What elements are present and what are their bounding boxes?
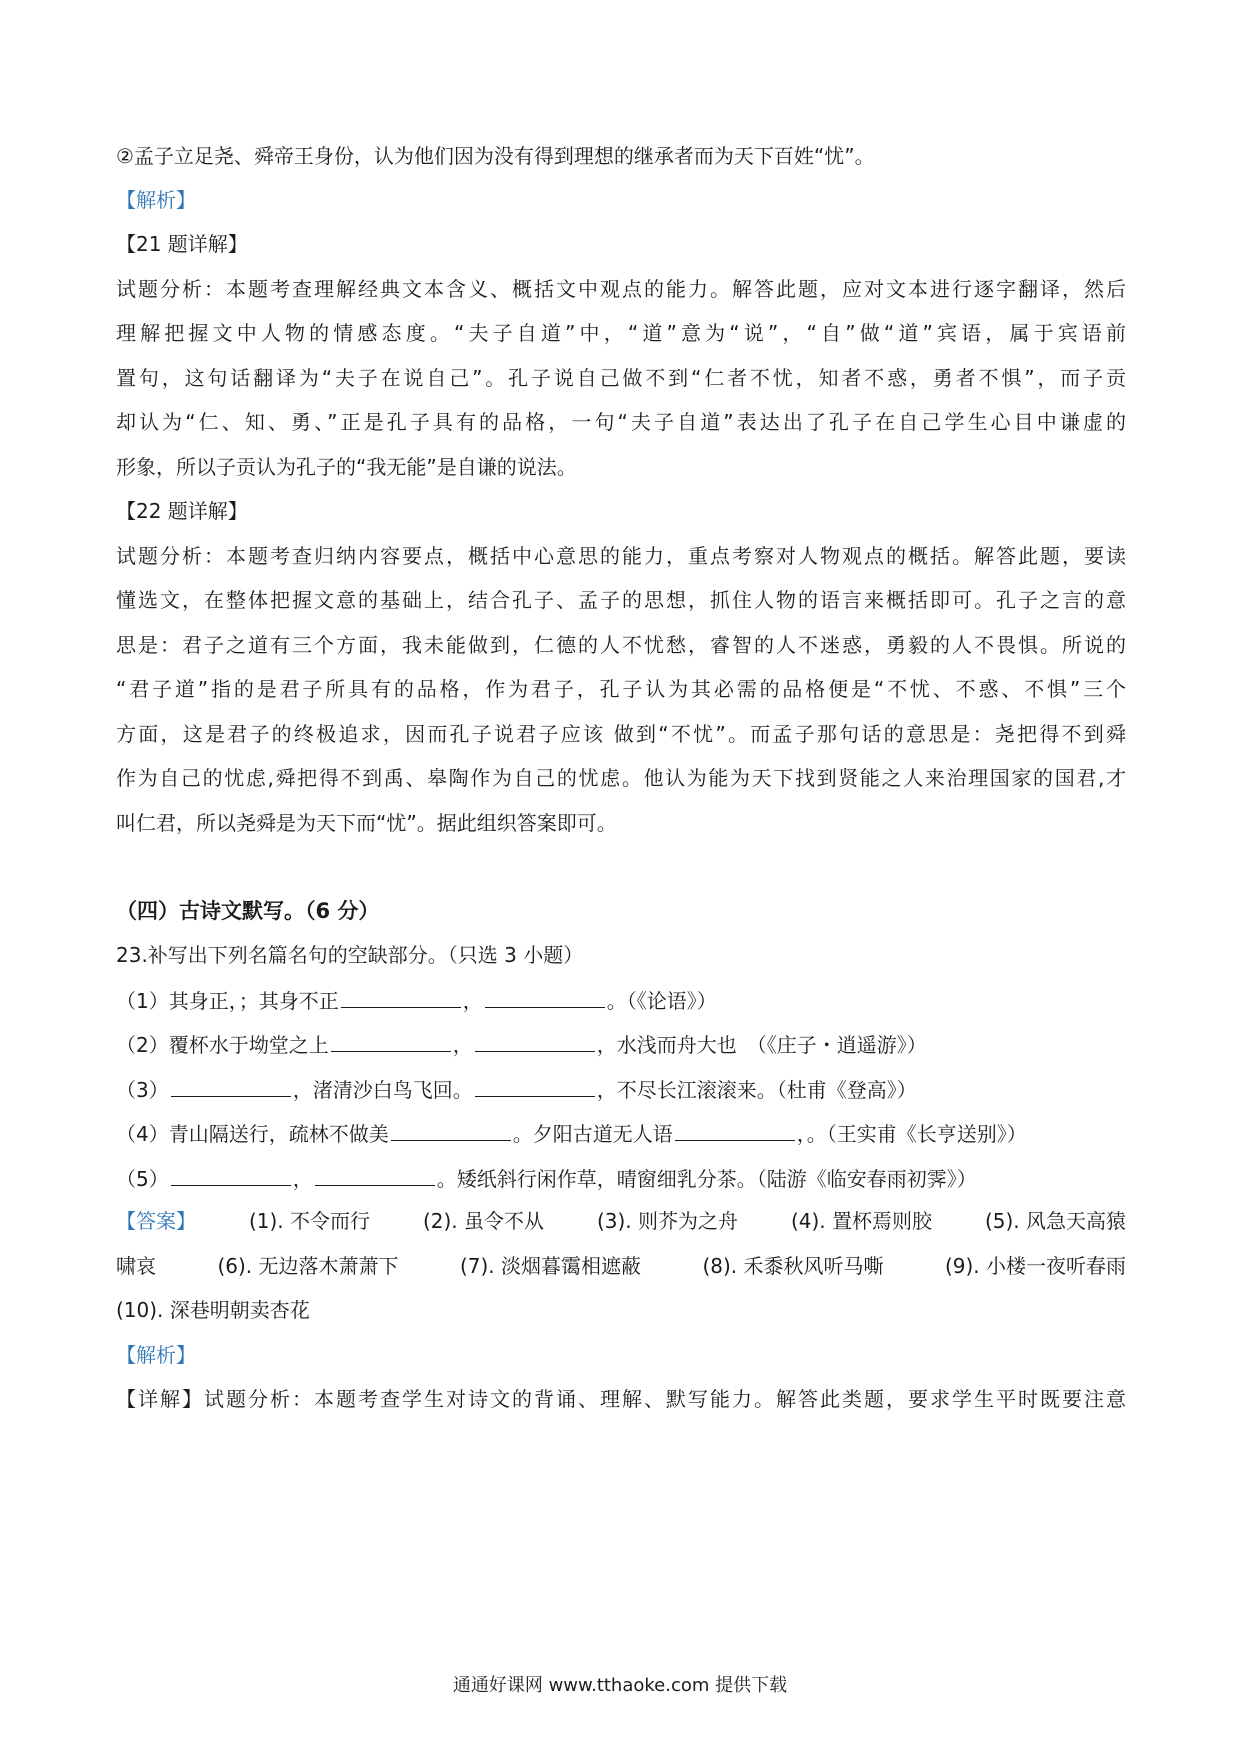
q22-line: “君子道”指的是君子所具有的品格，作为君子，孔子认为其必需的品格便是“不忧、不惑、不惧”三个 bbox=[116, 677, 1126, 701]
answer-blank[interactable] bbox=[391, 1120, 511, 1141]
q23-item-5: （5） ， 。矮纸斜行闲作草，晴窗细乳分茶。（陆游《临安春雨初霁》） bbox=[116, 1167, 977, 1191]
q21-heading: 【21 题详解】 bbox=[116, 232, 248, 256]
answer-item: (2). 虽令不从 bbox=[422, 1209, 544, 1233]
q21-line: 理解把握文中人物的情感态度。“夫子自道”中，“道”意为“说”，“自”做“道”宾语，属于宾语前 bbox=[116, 321, 1126, 345]
answer-blank[interactable] bbox=[475, 1031, 595, 1052]
answer-item: (9). 小楼一夜听春雨 bbox=[944, 1254, 1126, 1278]
answer-item: 啸哀 bbox=[116, 1254, 156, 1278]
answer-blank[interactable] bbox=[171, 1076, 291, 1097]
analysis-label: 【解析】 bbox=[116, 188, 196, 212]
answer-item: (4). 置杯焉则胶 bbox=[790, 1209, 932, 1233]
q20-point-2: ②孟子立足尧、舜帝王身份，认为他们因为没有得到理想的继承者而为天下百姓“忧”。 bbox=[116, 144, 875, 168]
q21-line: 试题分析：本题考查理解经典文本含义、概括文中观点的能力。解答此题，应对文本进行逐字翻译，然后 bbox=[116, 277, 1126, 301]
answer-blank[interactable] bbox=[315, 1165, 435, 1186]
answer-item: (8). 禾黍秋风听马嘶 bbox=[702, 1254, 884, 1278]
answers-line-3: (10). 深巷明朝卖杏花 bbox=[116, 1298, 310, 1322]
answer-item: (1). 不令而行 bbox=[248, 1209, 370, 1233]
detail-line bbox=[116, 1387, 1126, 1411]
q22-line: 作为自己的忧虑,舜把得不到禹、皋陶作为自己的忧虑。他认为能为天下找到贤能之人来治理国家的国君,才 bbox=[116, 766, 1126, 790]
q22-heading: 【22 题详解】 bbox=[116, 499, 248, 523]
q23-stem: 23.补写出下列名篇名句的空缺部分。（只选 3 小题） bbox=[116, 943, 584, 967]
footer: 通通好课网 www.tthaoke.com 提供下载 bbox=[452, 1675, 788, 1696]
answer-blank[interactable] bbox=[675, 1120, 795, 1141]
q22-line: 方面，这是君子的终极追求，因而孔子说君子应该 做到“不忧”。而孟子那句话的意思是：尧把得不到舜 bbox=[116, 722, 1126, 746]
answer-item: (6). 无边落木萧萧下 bbox=[217, 1254, 399, 1278]
detail-text: 试题分析：本题考查学生对诗文的背诵、理解、默写能力。解答此类题，要求学生平时既要注意 bbox=[204, 1387, 1126, 1411]
answers-line-1 bbox=[116, 1209, 1126, 1233]
answer-item: (7). 淡烟暮霭相遮蔽 bbox=[459, 1254, 641, 1278]
answer-blank[interactable] bbox=[171, 1165, 291, 1186]
q22-line: 试题分析：本题考查归纳内容要点，概括中心意思的能力，重点考察对人物观点的概括。解答此题，要读 bbox=[116, 544, 1126, 568]
q22-line: 懂选文，在整体把握文意的基础上，结合孔子、孟子的思想，抓住人物的语言来概括即可。孔子之言的意 bbox=[116, 588, 1126, 612]
analysis-label-2: 【解析】 bbox=[116, 1343, 196, 1367]
q21-line: 却认为“仁、知、勇、”正是孔子具有的品格，一句“夫子自道”表达出了孔子在自己学生心目中谦虚的 bbox=[116, 410, 1126, 434]
q22-line: 思是：君子之道有三个方面，我未能做到，仁德的人不忧愁，睿智的人不迷惑，勇毅的人不畏惧。所说的 bbox=[116, 633, 1126, 657]
detail-label: 【详解】 bbox=[116, 1387, 204, 1411]
q21-line: 置句，这句话翻译为“夫子在说自己”。孔子说自己做不到“仁者不忧，知者不惑，勇者不惧”，而子贡 bbox=[116, 366, 1126, 390]
answers-line-2 bbox=[116, 1254, 1126, 1278]
answer-label: 【答案】 bbox=[116, 1209, 196, 1233]
q23-item-1: （1）其身正，；其身不正 ， 。（《论语》） bbox=[116, 989, 717, 1013]
q22-line: 叫仁君，所以尧舜是为天下而“忧”。据此组织答案即可。 bbox=[116, 811, 617, 835]
q23-item-3: （3） ，渚清沙白鸟飞回。 ，不尽长江滚滚来。（杜甫《登高》） bbox=[116, 1078, 917, 1102]
section-4-title: （四）古诗文默写。（6 分） bbox=[116, 899, 380, 923]
q23-item-4: （4）青山隔送行，疏林不做美 。夕阳古道无人语 ，。（王实甫《长亨送别》） bbox=[116, 1122, 1027, 1146]
answer-blank[interactable] bbox=[475, 1076, 595, 1097]
answer-blank[interactable] bbox=[485, 987, 605, 1008]
q23-item-2: （2）覆杯水于坳堂之上 ， ，水浅而舟大也 （《庄子・逍遥游》） bbox=[116, 1033, 927, 1057]
answer-blank[interactable] bbox=[331, 1031, 451, 1052]
q21-line: 形象，所以子贡认为孔子的“我无能”是自谦的说法。 bbox=[116, 455, 577, 479]
answer-item: (5). 风急天高猿 bbox=[984, 1209, 1126, 1233]
answer-blank[interactable] bbox=[341, 987, 461, 1008]
answer-item: (3). 则芥为之舟 bbox=[596, 1209, 738, 1233]
